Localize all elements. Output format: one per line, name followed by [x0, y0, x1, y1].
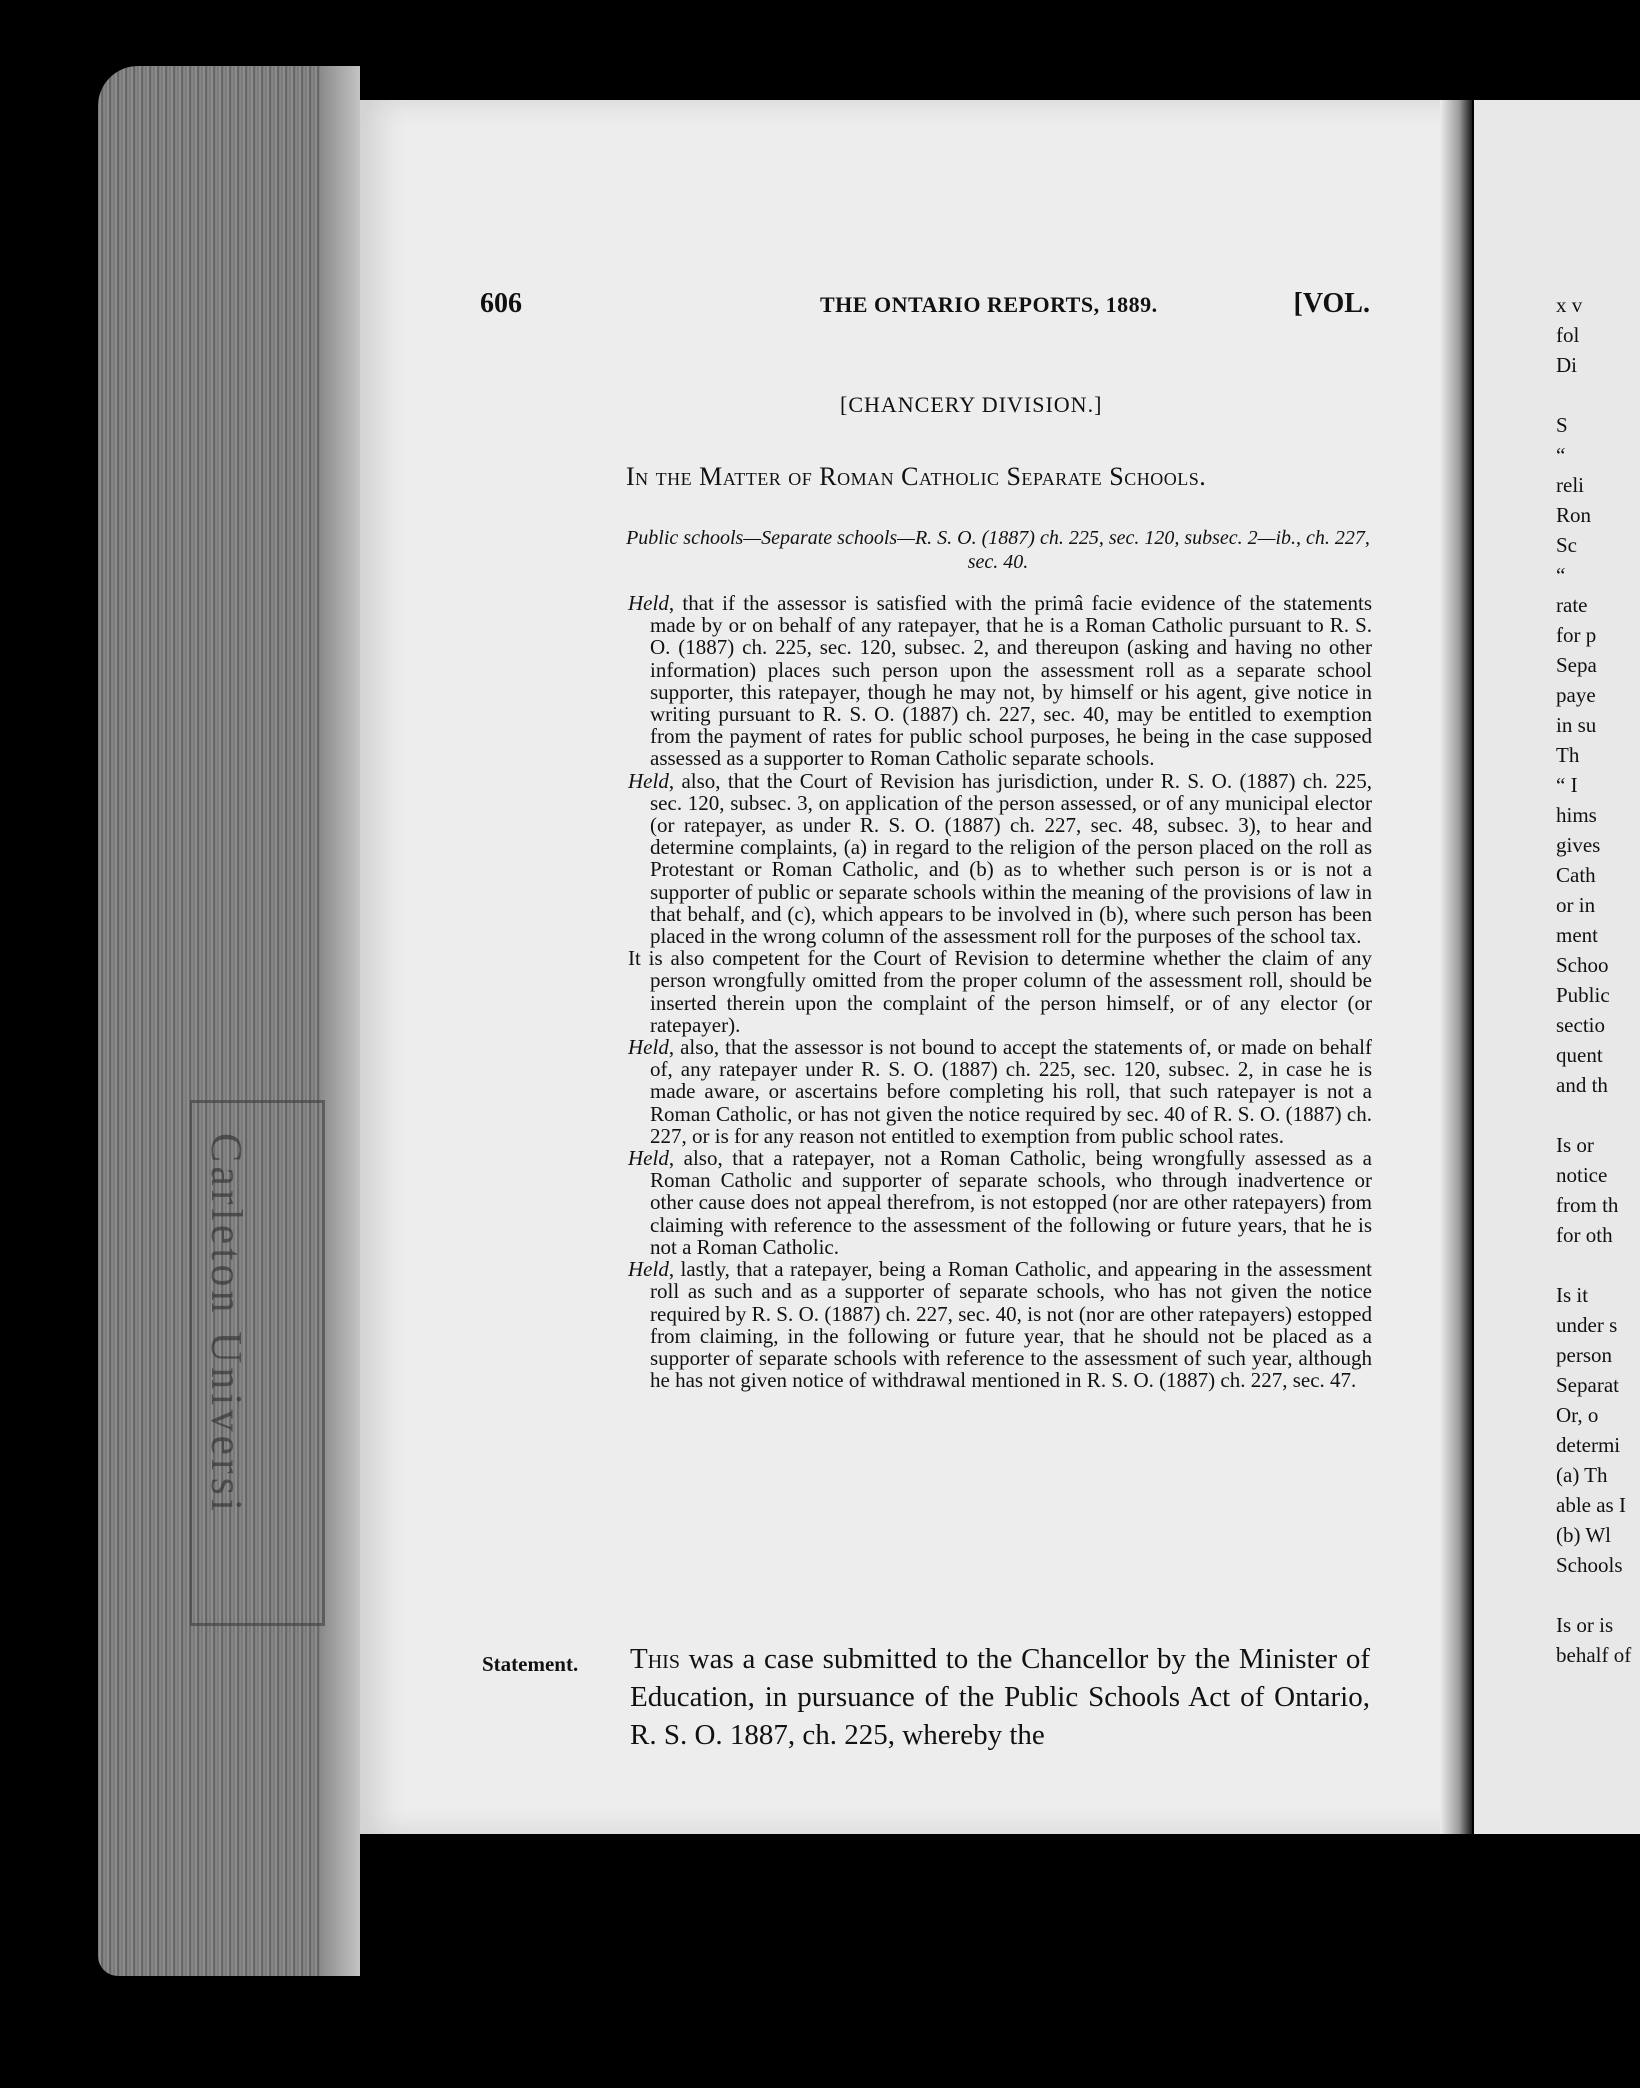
headnote-paragraph: It is also competent for the Court of Revision to determine whether the claim of any person wrongfully omitted from the proper column of the assessment roll, should be inserted therein upon the complaint of the person himself, or of any elector (or ratepayer).: [628, 946, 1372, 1037]
facing-page-line: from th: [1556, 1193, 1619, 1217]
facing-page-line: Schools: [1556, 1553, 1623, 1577]
catchwords: Public schools—Separate schools—R. S. O. (1887) ch. 225, sec. 120, subsec. 2—ib., ch. 227, sec. 40.: [626, 527, 1370, 573]
facing-page-line: “: [1556, 563, 1566, 587]
facing-page-line: fol: [1556, 323, 1580, 347]
facing-page-line: x v: [1556, 293, 1583, 317]
facing-page-text: [1556, 290, 1640, 1670]
facing-page-line: [1556, 1100, 1640, 1130]
facing-page-line: reli: [1556, 473, 1584, 497]
facing-page-line: behalf of: [1556, 1643, 1632, 1667]
volume-marker: [VOL.: [1293, 288, 1370, 319]
facing-page-line: Separat: [1556, 1373, 1619, 1397]
facing-page-line: Th: [1556, 743, 1580, 767]
case-title: In the Matter of Roman Catholic Separate Schools.: [626, 462, 1207, 491]
facing-page-line: “ I: [1556, 773, 1578, 797]
facing-page-line: [1556, 1250, 1640, 1280]
facing-page-line: (a) Th: [1556, 1463, 1608, 1487]
facing-page-line: Sepa: [1556, 653, 1597, 677]
book-gutter: [1440, 100, 1472, 1834]
facing-page-line: [1556, 380, 1640, 410]
facing-page-line: Cath: [1556, 863, 1596, 887]
facing-page-line: Is it: [1556, 1283, 1589, 1307]
facing-page-line: or in: [1556, 893, 1596, 917]
facing-page-line: for p: [1556, 623, 1597, 647]
library-stamp-text: Carleton Universi: [202, 1133, 251, 1516]
facing-page-line: under s: [1556, 1313, 1618, 1337]
facing-page-line: in su: [1556, 713, 1597, 737]
facing-page-line: quent: [1556, 1043, 1603, 1067]
facing-page-line: and th: [1556, 1073, 1608, 1097]
facing-page-line: “: [1556, 443, 1566, 467]
facing-page-line: Is or: [1556, 1133, 1594, 1157]
facing-page-line: sectio: [1556, 1013, 1605, 1037]
facing-page-line: able as I: [1556, 1493, 1626, 1517]
facing-page-line: Or, o: [1556, 1403, 1599, 1427]
division-heading: [CHANCERY DIVISION.]: [840, 392, 1103, 417]
statement-body: [630, 1640, 1370, 1754]
headnote-paragraph: Held, also, that a ratepayer, not a Roman Catholic, being wrongfully assessed as a Roman Catholic and supporter of separate schools, who through inadvertence or other cause does not appeal therefrom, is not estopped (nor are other ratepayers) from claiming with reference to the assessment of the following or future years, that he is not a Roman Catholic.: [628, 1146, 1372, 1259]
facing-page-line: notice: [1556, 1163, 1608, 1187]
facing-page-line: determi: [1556, 1433, 1621, 1457]
statement-label: Statement.: [482, 1652, 579, 1676]
library-stamp: [190, 1100, 325, 1626]
headnote-paragraph: Held, also, that the Court of Revision has jurisdiction, under R. S. O. (1887) ch. 225, sec. 120, subsec. 3, on application of the person assessed, or of any municipal elector (or ratepayer, as under R. S. O. (1887) ch. 227, sec. 48, subsec. 3), to hear and determine complaints, (a) in regard to the religion of the person placed on the roll as Protestant or Roman Catholic, and (b) as to whether such person is or is not a supporter of public or separate schools within the meaning of the provisions of law in that behalf, and (c), which appears to be involved in (b), where such person has been placed in the wrong column of the assessment roll for the purposes of the school tax.: [628, 768, 1372, 949]
facing-page-line: Ron: [1556, 503, 1592, 527]
facing-page-line: Public: [1556, 983, 1610, 1007]
facing-page-line: Di: [1556, 353, 1577, 377]
headnote: [628, 592, 1372, 1391]
book-page-edges: [98, 66, 360, 1976]
facing-page-line: (b) Wl: [1556, 1523, 1612, 1547]
facing-page-line: hims: [1556, 803, 1597, 827]
facing-page-line: paye: [1556, 683, 1596, 707]
facing-page-line: S: [1556, 413, 1568, 437]
facing-page-line: for oth: [1556, 1223, 1613, 1247]
running-header: [480, 288, 1370, 328]
facing-page-line: [1556, 1580, 1640, 1610]
headnote-paragraph: Held, also, that the assessor is not bound to accept the statements of, or made on behalf of, any ratepayer under R. S. O. (1887) ch. 225, sec. 120, subsec. 2, in case he is made aware, or ascertains before completing his roll, that such ratepayer is not a Roman Catholic, or has not given the notice required by sec. 40 of R. S. O. (1887) ch. 227, or is for any reason not entitled to exemption from public school rates.: [628, 1035, 1372, 1148]
facing-page-line: rate: [1556, 593, 1588, 617]
facing-page-line: Is or is: [1556, 1613, 1614, 1637]
facing-page-line: person: [1556, 1343, 1612, 1367]
facing-page-line: Sc: [1556, 533, 1577, 557]
running-title: THE ONTARIO REPORTS, 1889.: [820, 292, 1158, 317]
statement-text: was a case submitted to the Chancellor by the Minister of Education, in pursuance of the Public Schools Act of Ontario, R. S. O. 1887, ch. 225, whereby the: [630, 1643, 1370, 1751]
page-number: 606: [480, 288, 522, 319]
facing-page-line: Schoo: [1556, 953, 1609, 977]
statement-lead-word: This: [630, 1643, 680, 1675]
headnote-paragraph: Held, that if the assessor is satisfied with the primâ facie evidence of the statements made by or on behalf of any ratepayer, that he is a Roman Catholic pursuant to R. S. O. (1887) ch. 225, sec. 120, subsec. 2, and thereupon (asking and having no other information) places such person upon the assessment roll as a separate school supporter, this ratepayer, though he may not, by himself or his agent, give notice in writing pursuant to R. S. O. (1887) ch. 227, sec. 40, may be entitled to exemption from the payment of rates for public school purposes, he being in the case supposed assessed as a supporter to Roman Catholic separate schools.: [628, 591, 1372, 771]
headnote-paragraph: Held, lastly, that a ratepayer, being a Roman Catholic, and appearing in the assessment roll as such and as a supporter of separate schools, who has not given the notice required by R. S. O. (1887) ch. 227, sec. 40, is not (nor are other ratepayers) estopped from claiming, in the following or future year, that he should not be placed as a supporter of separate schools with reference to the assessment of such year, although he has not given notice of withdrawal mentioned in R. S. O. (1887) ch. 227, sec. 47.: [628, 1257, 1372, 1393]
facing-page-line: ment: [1556, 923, 1598, 947]
facing-page-line: gives: [1556, 833, 1601, 857]
